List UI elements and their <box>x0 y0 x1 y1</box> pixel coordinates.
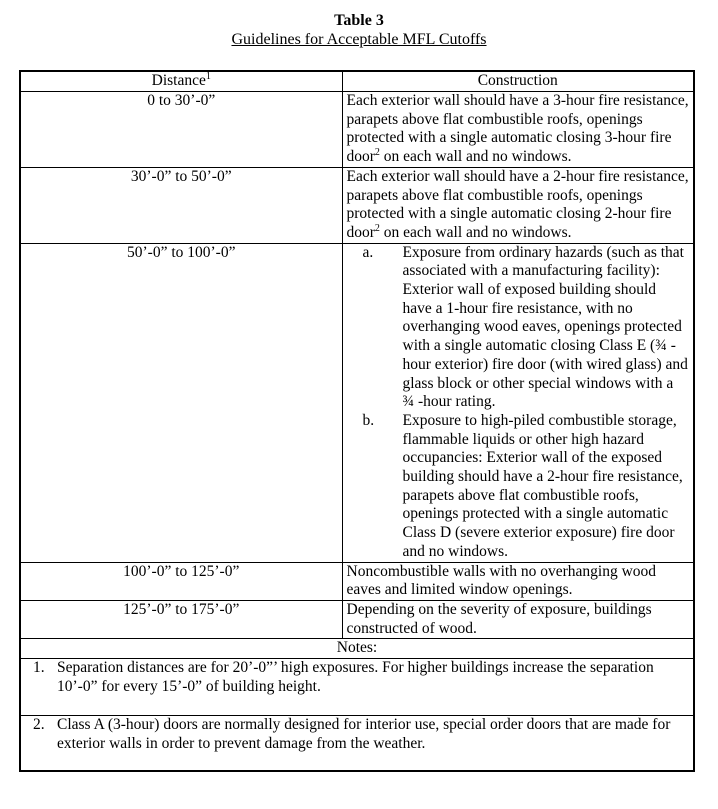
distance-cell: 100’-0” to 125’-0” <box>20 562 342 600</box>
construction-text: Each exterior wall should have a 3-hour fire resistance, parapets above flat combustible roofs, openings protected with a single automatic closing 3-hour fire door <box>346 92 689 166</box>
footnote-ref-2: 2 <box>374 222 380 234</box>
list-item-text: Exposure to high-piled combustible storage, flammable liquids or other high hazard occupancies: Exterior wall of the exposed building should have a 2-hour fire resistance, parapets above flat combustible roofs, openings protected with a single automatic Class D (severe exterior exposure) fire door and no windows. <box>402 411 683 560</box>
table-row <box>20 600 694 638</box>
column-header-construction: Construction <box>342 71 694 92</box>
note-row <box>20 716 694 772</box>
table-row <box>20 243 694 562</box>
guidelines-table <box>19 70 695 772</box>
table-header-row <box>20 71 694 92</box>
construction-text: on each wall and no windows. <box>379 148 572 166</box>
construction-cell <box>342 167 694 243</box>
note-number: 1. <box>33 659 45 677</box>
construction-cell: Depending on the severity of exposure, buildings constructed of wood. <box>342 600 694 638</box>
distance-cell: 30’-0” to 50’-0” <box>20 167 342 243</box>
construction-cell <box>342 92 694 168</box>
column-header-distance <box>20 71 342 92</box>
distance-cell: 125’-0” to 175’-0” <box>20 600 342 638</box>
distance-cell: 0 to 30’-0” <box>20 92 342 168</box>
footnote-ref-2: 2 <box>374 146 380 158</box>
distance-header-label: Distance <box>151 72 206 89</box>
list-item-b <box>347 412 691 562</box>
table-row <box>20 167 694 243</box>
list-item-a <box>347 244 691 412</box>
note-item-1 <box>21 659 693 696</box>
note-cell-2 <box>20 716 694 772</box>
note-row <box>20 659 694 716</box>
table-row <box>20 92 694 168</box>
list-marker: b. <box>362 411 375 429</box>
note-cell-1 <box>20 659 694 716</box>
note-text: Class A (3-hour) doors are normally designed for interior use, special order doors that are made for exterior walls in order to prevent damage from the weather. <box>57 716 671 752</box>
note-item-2 <box>21 716 693 753</box>
construction-cell <box>342 243 694 562</box>
construction-cell: Noncombustible walls with no overhanging wood eaves and limited window openings. <box>342 562 694 600</box>
page-title: Table 3 <box>334 12 384 29</box>
table-row <box>20 562 694 600</box>
list-item-text: Exposure from ordinary hazards (such as that associated with a manufacturing facility): Exterior wall of exposed building should have a 1-hour fire resistance, with no overhanging wood eaves, openings protected with a single automatic closing Class E (¾ -hour exterior) fire door (with wired glass) and glass block or other special windows with a ¾ -hour rating. <box>402 243 688 411</box>
list-marker: a. <box>362 243 374 261</box>
note-text: Separation distances are for 20’-0”’ high exposures. For higher buildings increase the separation 10’-0” for every 15’-0” of building height. <box>57 659 654 695</box>
footnote-ref-1: 1 <box>205 71 211 82</box>
distance-cell: 50’-0” to 100’-0” <box>20 243 342 562</box>
notes-header-row <box>20 639 694 659</box>
note-number: 2. <box>33 716 45 734</box>
page-subtitle: Guidelines for Acceptable MFL Cutoffs <box>231 31 487 48</box>
construction-text: on each wall and no windows. <box>379 223 572 241</box>
notes-header: Notes: <box>20 639 694 659</box>
construction-text: Each exterior wall should have a 2-hour fire resistance, parapets above flat combustible roofs, openings protected with a single automatic closing 2-hour fire door <box>346 167 689 241</box>
